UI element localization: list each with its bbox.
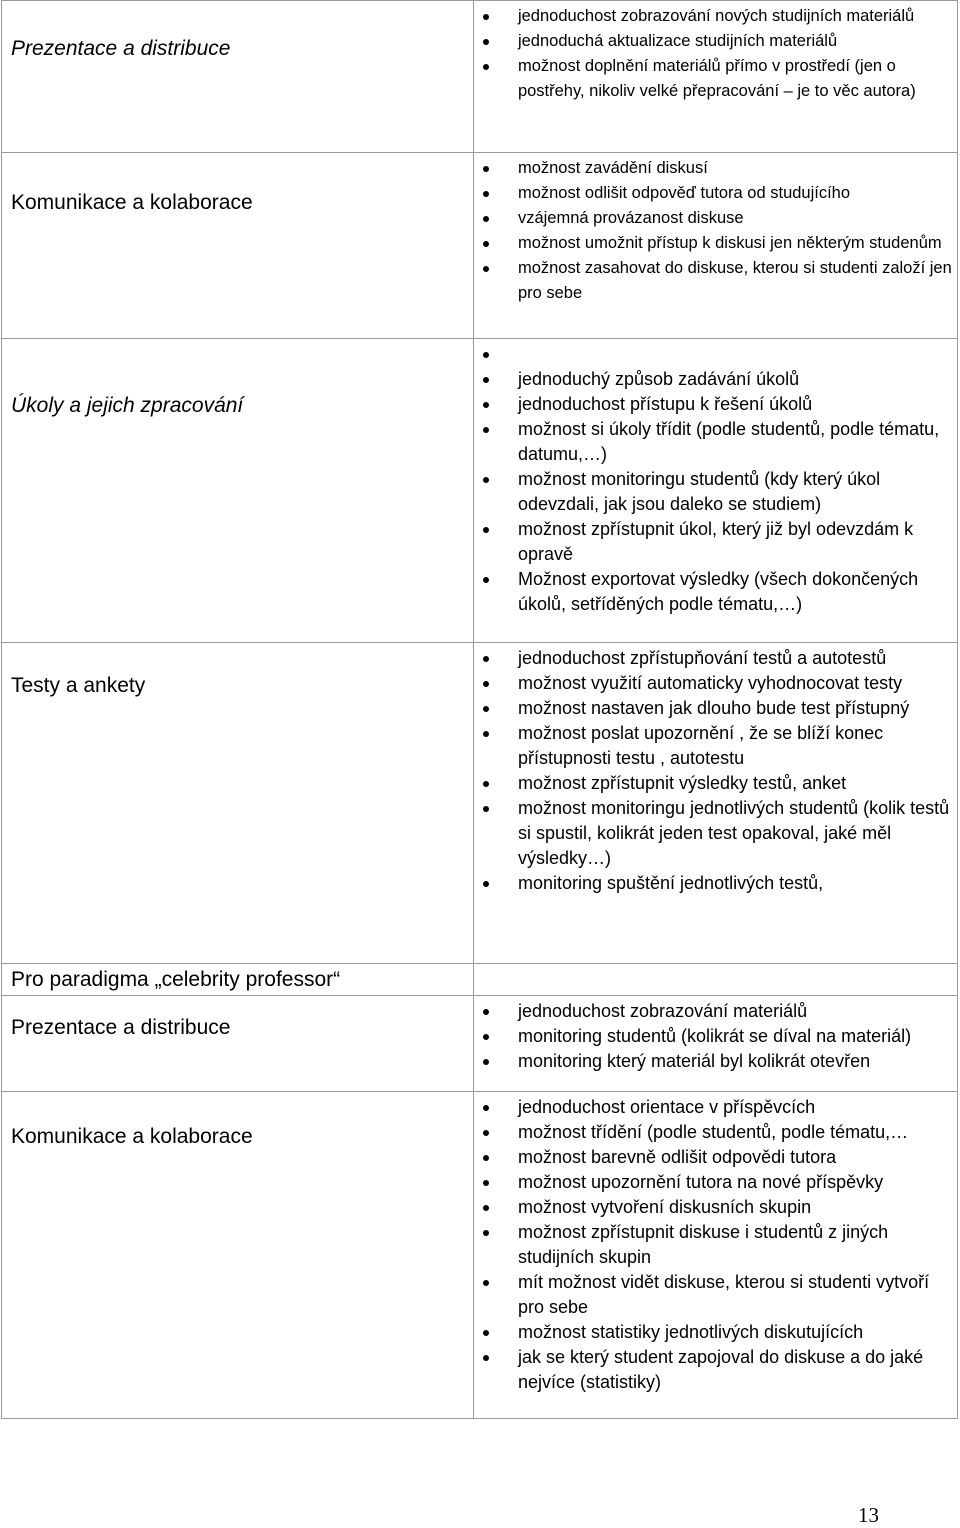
list-item: možnost statistiky jednotlivých diskutujících <box>474 1320 957 1345</box>
list-item: možnost si úkoly třídit (podle studentů, podle tématu, datumu,…) <box>474 417 957 467</box>
list-item: jednoduchá aktualizace studijních materiálů <box>474 29 957 54</box>
list-item: jednoduchost přístupu k řešení úkolů <box>474 392 957 417</box>
items-cell <box>473 643 957 964</box>
category-cell <box>2 1 474 153</box>
table-row <box>2 1 958 153</box>
table-row <box>2 339 958 643</box>
items-cell <box>473 339 957 643</box>
list-item: vzájemná provázanost diskuse <box>474 206 957 231</box>
category-label: Komunikace a kolaborace <box>11 191 253 214</box>
table-row <box>2 964 958 996</box>
category-cell <box>2 1092 474 1419</box>
list-item: jednoduchost zobrazování materiálů <box>474 999 957 1024</box>
table-row <box>2 996 958 1092</box>
list-item: možnost zasahovat do diskuse, kterou si studenti založí jen pro sebe <box>474 256 957 306</box>
bullet-list <box>474 1095 957 1395</box>
section-heading: Pro paradigma „celebrity professor“ <box>11 968 341 991</box>
list-item: jak se který student zapojoval do diskuse a do jaké nejvíce (statistiky) <box>474 1345 957 1395</box>
list-item: monitoring studentů (kolikrát se díval na materiál) <box>474 1024 957 1049</box>
items-cell <box>473 964 957 996</box>
table-row <box>2 153 958 339</box>
list-item: mít možnost vidět diskuse, kterou si studenti vytvoří pro sebe <box>474 1270 957 1320</box>
category-label: Prezentace a distribuce <box>11 37 231 60</box>
list-item <box>474 342 957 367</box>
list-item: možnost nastaven jak dlouho bude test přístupný <box>474 696 957 721</box>
list-item: jednoduchost orientace v příspěvcích <box>474 1095 957 1120</box>
items-cell <box>473 1092 957 1419</box>
list-item: možnost poslat upozornění , že se blíží konec přístupnosti testu , autotestu <box>474 721 957 771</box>
category-cell <box>2 643 474 964</box>
list-item: možnost doplnění materiálů přímo v prostředí (jen o postřehy, nikoliv velké přepracování – je to věc autora) <box>474 54 957 104</box>
list-item: možnost monitoringu jednotlivých studentů (kolik testů si spustil, kolikrát jeden test opakoval, jaké měl výsledky…) <box>474 796 957 871</box>
table-row <box>2 643 958 964</box>
requirements-table <box>1 0 958 1419</box>
list-item: monitoring který materiál byl kolikrát otevřen <box>474 1049 957 1074</box>
page-number: 13 <box>858 1503 879 1527</box>
category-cell <box>2 339 474 643</box>
list-item: možnost třídění (podle studentů, podle tématu,… <box>474 1120 957 1145</box>
category-label: Úkoly a jejich zpracování <box>11 394 244 417</box>
list-item: možnost odlišit odpověď tutora od studujícího <box>474 181 957 206</box>
items-cell <box>473 996 957 1092</box>
category-label: Komunikace a kolaborace <box>11 1125 253 1148</box>
list-item: monitoring spuštění jednotlivých testů, <box>474 871 957 896</box>
bullet-list <box>474 342 957 617</box>
category-label: Prezentace a distribuce <box>11 1016 231 1039</box>
list-item: možnost upozornění tutora na nové příspěvky <box>474 1170 957 1195</box>
list-item: možnost vytvoření diskusních skupin <box>474 1195 957 1220</box>
list-item: jednoduchý způsob zadávání úkolů <box>474 367 957 392</box>
list-item: možnost umožnit přístup k diskusi jen některým studenům <box>474 231 957 256</box>
bullet-list <box>474 4 957 104</box>
list-item: možnost zavádění diskusí <box>474 156 957 181</box>
items-cell <box>473 153 957 339</box>
list-item: možnost zpřístupnit úkol, který již byl odevzdám k opravě <box>474 517 957 567</box>
category-cell <box>2 964 474 996</box>
bullet-list <box>474 156 957 306</box>
list-item: možnost barevně odlišit odpovědi tutora <box>474 1145 957 1170</box>
list-item: možnost využití automaticky vyhodnocovat testy <box>474 671 957 696</box>
items-cell <box>473 1 957 153</box>
category-cell <box>2 996 474 1092</box>
list-item: možnost zpřístupnit diskuse i studentů z jiných studijních skupin <box>474 1220 957 1270</box>
list-item: možnost zpřístupnit výsledky testů, anket <box>474 771 957 796</box>
list-item: jednoduchost zobrazování nových studijních materiálů <box>474 4 957 29</box>
category-label: Testy a ankety <box>11 674 146 697</box>
list-item: možnost monitoringu studentů (kdy který úkol odevzdali, jak jsou daleko se studiem) <box>474 467 957 517</box>
bullet-list <box>474 999 957 1074</box>
list-item: jednoduchost zpřístupňování testů a autotestů <box>474 646 957 671</box>
bullet-list <box>474 646 957 896</box>
category-cell <box>2 153 474 339</box>
list-item: Možnost exportovat výsledky (všech dokončených úkolů, setříděných podle tématu,…) <box>474 567 957 617</box>
table-row <box>2 1092 958 1419</box>
